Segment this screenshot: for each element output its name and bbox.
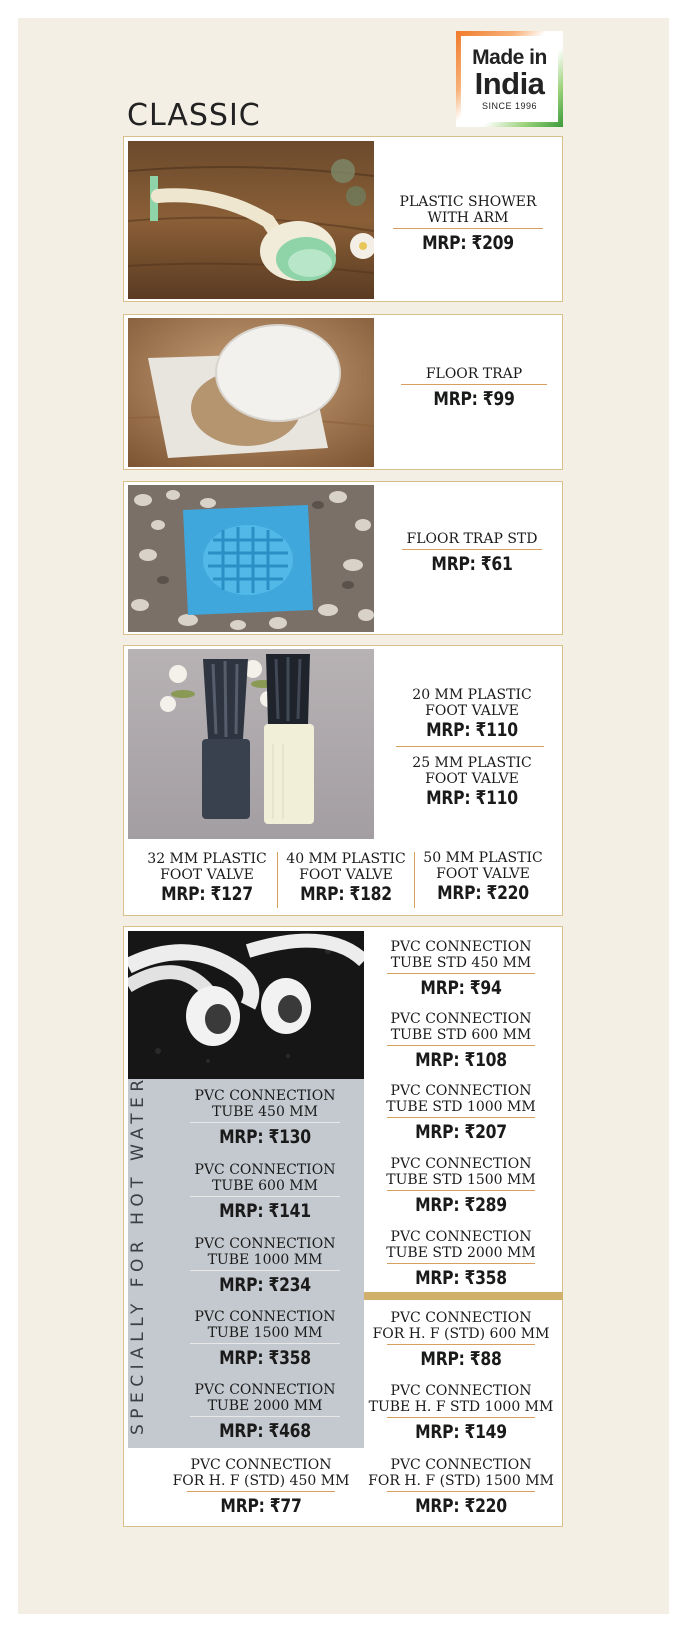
floor-trap-photo <box>128 318 374 467</box>
product-rule <box>387 1190 535 1191</box>
product-price: MRP: ₹88 <box>420 1348 502 1370</box>
badge-since: SINCE 1996 <box>481 101 538 111</box>
product-name-line1: PVC CONNECTION <box>194 1088 336 1104</box>
product-name-line2: TUBE 1500 MM <box>207 1325 323 1341</box>
product-name-line1: FLOOR TRAP <box>425 366 523 382</box>
product-price: MRP: ₹149 <box>415 1421 507 1443</box>
product-name-line2: TUBE STD 2000 MM <box>386 1245 536 1261</box>
product-price: MRP: ₹110 <box>426 719 518 741</box>
std-tube-item <box>371 939 551 999</box>
product-floor-trap <box>392 366 556 410</box>
product-rule <box>190 1122 340 1123</box>
hf-tube-item <box>366 1383 556 1443</box>
made-in-india-badge <box>456 31 563 127</box>
product-rule <box>190 1196 340 1197</box>
product-name-line1: PLASTIC SHOWER <box>399 194 537 210</box>
floor-trap-std-photo <box>128 485 374 632</box>
product-name-line2: TUBE STD 450 MM <box>390 955 532 971</box>
product-name-line1: PVC CONNECTION <box>390 1229 532 1245</box>
hot-water-item <box>175 1088 355 1148</box>
product-name-line2: FOOT VALVE <box>425 771 519 787</box>
product-fv50 <box>408 850 558 904</box>
product-name-line2: FOOT VALVE <box>160 867 254 883</box>
badge-made-in: Made in <box>472 46 547 69</box>
product-name-line1: PVC CONNECTION <box>390 1083 532 1099</box>
product-name-line2: TUBE 450 MM <box>212 1104 318 1120</box>
badge-inner <box>461 36 558 122</box>
product-name-line2: TUBE 2000 MM <box>207 1398 323 1414</box>
product-price: MRP: ₹209 <box>422 232 514 254</box>
product-rule <box>387 1045 535 1046</box>
product-name-line1: PVC CONNECTION <box>194 1382 336 1398</box>
product-name-line1: 40 MM PLASTIC <box>286 851 406 867</box>
pvc-tube-photo <box>128 931 364 1079</box>
product-name-line2: FOR H. F (STD) 1500 MM <box>368 1473 554 1489</box>
product-name-line2: TUBE STD 1000 MM <box>386 1099 536 1115</box>
product-rule <box>387 1491 535 1492</box>
product-price: MRP: ₹220 <box>437 882 529 904</box>
product-price: MRP: ₹220 <box>415 1495 507 1517</box>
hf-tube-item <box>366 1457 556 1517</box>
product-floor-trap-std <box>390 531 554 575</box>
product-fv32 <box>132 851 282 905</box>
product-name-line1: 32 MM PLASTIC <box>147 851 267 867</box>
product-fv25 <box>390 755 554 809</box>
product-price: MRP: ₹141 <box>219 1200 311 1222</box>
product-name-line2: TUBE H. F STD 1000 MM <box>368 1399 554 1415</box>
product-price: MRP: ₹234 <box>219 1274 311 1296</box>
product-price: MRP: ₹358 <box>219 1347 311 1369</box>
product-fv40 <box>271 851 421 905</box>
product-price: MRP: ₹61 <box>431 553 513 575</box>
product-rule <box>187 1491 335 1492</box>
hot-water-label: SPECIALLY FOR HOT WATER <box>128 1074 148 1435</box>
product-price: MRP: ₹94 <box>420 977 502 999</box>
std-tube-item <box>371 1229 551 1289</box>
product-name-line1: PVC CONNECTION <box>390 1383 532 1399</box>
product-name-line2: FOR H. F (STD) 600 MM <box>372 1326 550 1342</box>
hot-water-item <box>175 1382 355 1442</box>
product-price: MRP: ₹127 <box>161 883 253 905</box>
product-name-line1: PVC CONNECTION <box>390 1310 532 1326</box>
section-title: CLASSIC <box>127 98 261 133</box>
product-rule <box>387 1117 535 1118</box>
product-rule <box>190 1270 340 1271</box>
product-name-line2: TUBE 1000 MM <box>207 1252 323 1268</box>
hf-tube-item <box>366 1310 556 1370</box>
divider <box>396 746 544 747</box>
product-price: MRP: ₹130 <box>219 1126 311 1148</box>
product-name-line1: FLOOR TRAP STD <box>406 531 538 547</box>
product-fv20 <box>390 687 554 741</box>
product-name-line2: FOOT VALVE <box>436 866 530 882</box>
product-name-line1: 50 MM PLASTIC <box>423 850 543 866</box>
gold-divider-bar <box>364 1292 563 1300</box>
product-price: MRP: ₹358 <box>415 1267 507 1289</box>
product-name-line1: 20 MM PLASTIC <box>412 687 532 703</box>
product-price: MRP: ₹289 <box>415 1194 507 1216</box>
product-price: MRP: ₹182 <box>300 883 392 905</box>
product-name-line2: TUBE 600 MM <box>212 1178 318 1194</box>
product-rule <box>387 973 535 974</box>
std-tube-item <box>371 1156 551 1216</box>
foot-valve-photo <box>128 649 374 839</box>
product-rule <box>387 1263 535 1264</box>
product-name-line2: FOOT VALVE <box>425 703 519 719</box>
product-name-line1: PVC CONNECTION <box>194 1309 336 1325</box>
product-shower <box>386 194 550 254</box>
product-name-line2: WITH ARM <box>427 210 509 226</box>
product-rule <box>190 1416 340 1417</box>
product-rule <box>393 228 543 229</box>
product-price: MRP: ₹207 <box>415 1121 507 1143</box>
product-name-line2: FOR H. F (STD) 450 MM <box>172 1473 350 1489</box>
product-rule <box>402 549 542 550</box>
hot-water-item <box>175 1309 355 1369</box>
product-name-line1: PVC CONNECTION <box>390 1457 532 1473</box>
hf-tube-item <box>166 1457 356 1517</box>
hot-water-item <box>175 1162 355 1222</box>
product-name-line1: PVC CONNECTION <box>194 1162 336 1178</box>
std-tube-item <box>371 1011 551 1071</box>
product-name-line2: TUBE STD 600 MM <box>390 1027 532 1043</box>
product-rule <box>190 1343 340 1344</box>
product-rule <box>387 1344 535 1345</box>
product-name-line1: PVC CONNECTION <box>390 1156 532 1172</box>
std-tube-item <box>371 1083 551 1143</box>
product-price: MRP: ₹77 <box>220 1495 302 1517</box>
product-name-line2: FOOT VALVE <box>299 867 393 883</box>
product-name-line1: PVC CONNECTION <box>390 939 532 955</box>
product-name-line1: 25 MM PLASTIC <box>412 755 532 771</box>
product-name-line2: TUBE STD 1500 MM <box>386 1172 536 1188</box>
badge-india: India <box>474 66 545 101</box>
product-name-line1: PVC CONNECTION <box>390 1011 532 1027</box>
product-price: MRP: ₹110 <box>426 787 518 809</box>
product-rule <box>387 1417 535 1418</box>
product-price: MRP: ₹468 <box>219 1420 311 1442</box>
product-rule <box>401 384 547 385</box>
product-price: MRP: ₹108 <box>415 1049 507 1071</box>
hot-water-item <box>175 1236 355 1296</box>
product-name-line1: PVC CONNECTION <box>190 1457 332 1473</box>
product-name-line1: PVC CONNECTION <box>194 1236 336 1252</box>
shower-photo <box>128 141 374 299</box>
product-price: MRP: ₹99 <box>433 388 515 410</box>
